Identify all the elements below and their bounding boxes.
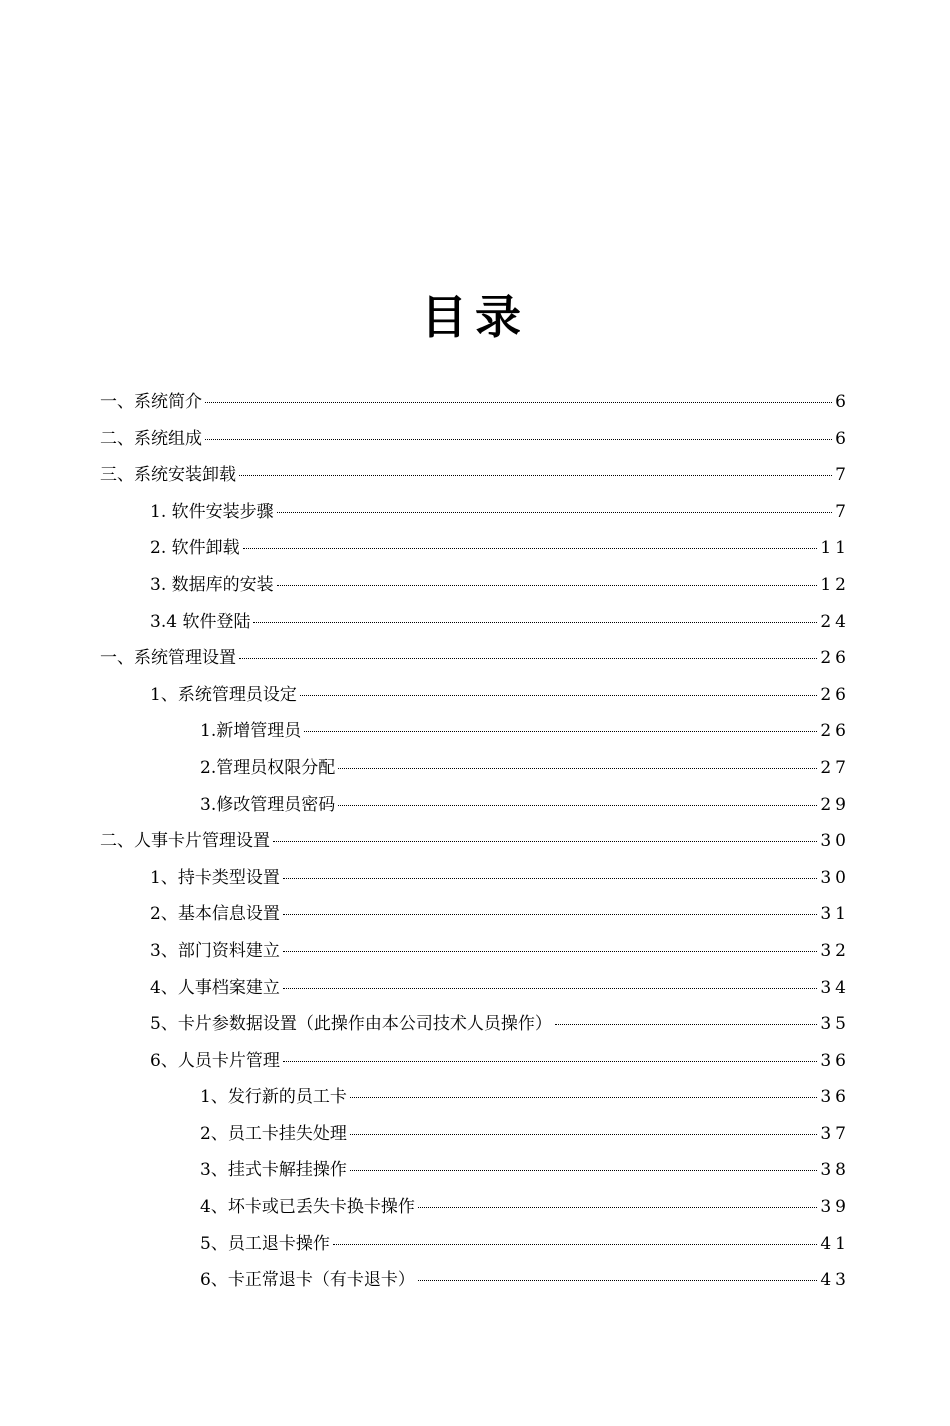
toc-dot-leader (239, 658, 817, 659)
toc-dot-leader (283, 914, 818, 915)
toc-entry-page-number: 38 (820, 1160, 850, 1181)
toc-entry-page-number: 6 (835, 392, 850, 412)
toc-entry-label: 5、员工退卡操作 (200, 1233, 330, 1254)
toc-entry-label: 1. 软件安装步骤 (150, 501, 274, 522)
toc-dot-leader (350, 1134, 818, 1135)
toc-entry-label: 一、系统简介 (100, 392, 202, 412)
toc-entry-label: 2、基本信息设置 (150, 904, 280, 925)
toc-entry-label: 1、持卡类型设置 (150, 867, 280, 888)
toc-entry-label: 1、发行新的员工卡 (200, 1087, 347, 1108)
toc-entry-page-number: 32 (820, 940, 850, 961)
toc-entry-page-number: 36 (820, 1087, 850, 1108)
toc-entry-label: 3.修改管理员密码 (200, 794, 336, 815)
toc-entry[interactable] (100, 677, 850, 714)
toc-entry-page-number: 7 (835, 465, 850, 486)
toc-entry-page-number: 37 (820, 1123, 850, 1144)
toc-dot-leader (273, 841, 817, 842)
page-title: 目录 (421, 290, 529, 344)
toc-entry-page-number: 36 (820, 1050, 850, 1071)
toc-entry-page-number: 35 (820, 1014, 850, 1035)
toc-entry-page-number: 26 (820, 648, 850, 669)
toc-entry-label: 1.新增管理员 (200, 721, 302, 742)
toc-entry-label: 3、挂式卡解挂操作 (200, 1160, 347, 1181)
toc-entry[interactable] (100, 860, 850, 897)
toc-entry[interactable] (100, 896, 850, 933)
toc-entry[interactable] (100, 787, 850, 824)
toc-dot-leader (243, 548, 818, 549)
toc-entry-label: 一、系统管理设置 (100, 648, 236, 669)
toc-entry-label: 2. 软件卸载 (150, 538, 240, 559)
toc-dot-leader (277, 585, 818, 586)
toc-entry-page-number: 24 (820, 611, 850, 632)
toc-dot-leader (239, 475, 832, 476)
toc-entry[interactable] (100, 567, 850, 604)
toc-dot-leader (283, 878, 818, 879)
toc-entry-page-number: 34 (820, 977, 850, 998)
toc-entry-label: 3.4 软件登陆 (150, 611, 251, 632)
toc-dot-leader (338, 768, 817, 769)
toc-dot-leader (205, 439, 832, 440)
toc-entry[interactable] (100, 970, 850, 1007)
toc-entry-page-number: 6 (835, 428, 850, 449)
toc-entry-page-number: 11 (820, 538, 850, 559)
toc-entry[interactable] (100, 1006, 850, 1043)
toc-entry-page-number: 12 (820, 574, 850, 595)
toc-entry-page-number: 29 (820, 794, 850, 815)
toc-dot-leader (277, 512, 833, 513)
toc-entry[interactable] (100, 640, 850, 677)
toc-entry[interactable] (100, 750, 850, 787)
toc-entry[interactable] (100, 494, 850, 531)
table-of-contents (100, 384, 850, 1299)
toc-entry[interactable] (100, 1226, 850, 1263)
toc-entry[interactable] (100, 421, 850, 458)
toc-entry-label: 6、卡正常退卡（有卡退卡） (200, 1270, 415, 1291)
toc-dot-leader (283, 951, 818, 952)
toc-dot-leader (338, 805, 817, 806)
toc-dot-leader (283, 988, 818, 989)
toc-entry-label: 三、系统安装卸载 (100, 465, 236, 486)
toc-dot-leader (333, 1244, 818, 1245)
toc-entry[interactable] (100, 1152, 850, 1189)
toc-entry-page-number: 39 (820, 1197, 850, 1218)
toc-dot-leader (205, 402, 832, 403)
toc-entry-label: 3. 数据库的安装 (150, 574, 274, 595)
toc-entry-label: 6、人员卡片管理 (150, 1050, 280, 1071)
toc-entry[interactable] (100, 1079, 850, 1116)
toc-entry-page-number: 43 (820, 1270, 850, 1291)
toc-entry-label: 二、人事卡片管理设置 (100, 831, 270, 852)
toc-entry[interactable] (100, 713, 850, 750)
toc-entry-page-number: 31 (820, 904, 850, 925)
toc-entry-label: 二、系统组成 (100, 428, 202, 449)
toc-dot-leader (418, 1207, 818, 1208)
toc-entry-page-number: 26 (820, 684, 850, 705)
toc-entry[interactable] (100, 384, 850, 421)
toc-entry-page-number: 30 (820, 831, 850, 852)
toc-dot-leader (418, 1280, 818, 1281)
toc-entry-page-number: 30 (820, 867, 850, 888)
toc-entry[interactable] (100, 530, 850, 567)
toc-entry[interactable] (100, 823, 850, 860)
toc-entry[interactable] (100, 457, 850, 494)
toc-dot-leader (283, 1061, 818, 1062)
toc-dot-leader (350, 1097, 818, 1098)
toc-entry-page-number: 26 (820, 721, 850, 742)
toc-entry-label: 5、卡片参数据设置（此操作由本公司技术人员操作） (150, 1014, 552, 1035)
toc-entry-page-number: 41 (820, 1233, 850, 1254)
toc-entry[interactable] (100, 1043, 850, 1080)
toc-entry-label: 2、员工卡挂失处理 (200, 1123, 347, 1144)
toc-entry[interactable] (100, 604, 850, 641)
toc-entry-label: 2.管理员权限分配 (200, 757, 336, 778)
toc-entry-page-number: 7 (835, 501, 850, 522)
toc-dot-leader (350, 1170, 818, 1171)
toc-entry[interactable] (100, 933, 850, 970)
toc-entry-page-number: 27 (820, 757, 850, 778)
toc-entry-label: 3、部门资料建立 (150, 940, 280, 961)
toc-entry-label: 4、坏卡或已丢失卡换卡操作 (200, 1197, 415, 1218)
toc-entry-label: 4、人事档案建立 (150, 977, 280, 998)
toc-entry[interactable] (100, 1189, 850, 1226)
toc-entry-label: 1、系统管理员设定 (150, 684, 297, 705)
toc-dot-leader (304, 731, 817, 732)
toc-dot-leader (300, 695, 818, 696)
toc-dot-leader (253, 622, 817, 623)
toc-dot-leader (555, 1024, 818, 1025)
toc-entry[interactable] (100, 1262, 850, 1299)
toc-entry[interactable] (100, 1116, 850, 1153)
